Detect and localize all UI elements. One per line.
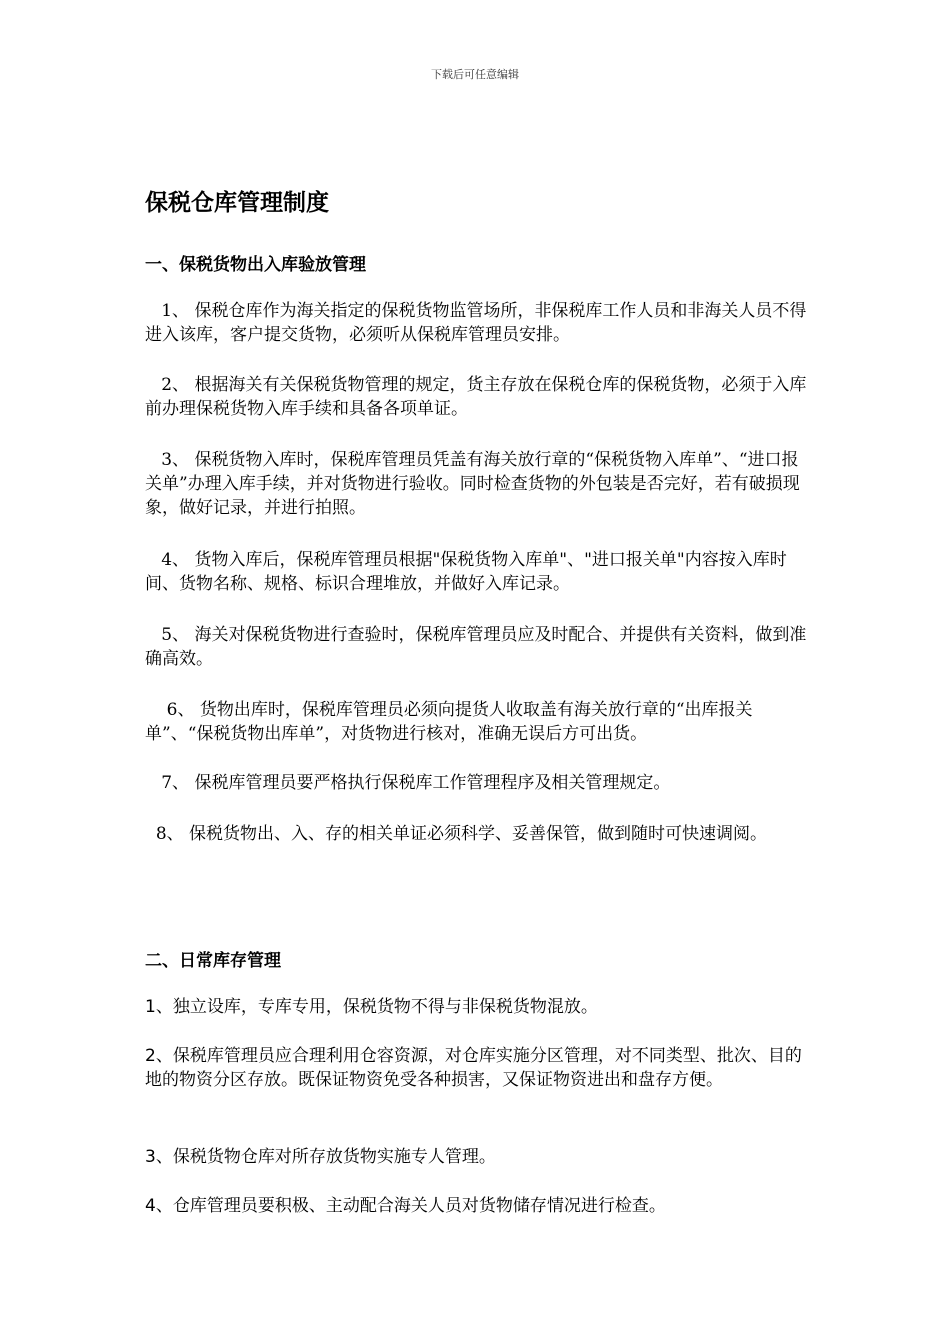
page-header-note: 下载后可任意编辑: [431, 68, 519, 81]
section2-item-1: 1、独立设库，专库专用，保税货物不得与非保税货物混放。: [145, 997, 598, 1017]
section1-item-4: 4、 货物入库后，保税库管理员根据"保税货物入库单"、"进口报关单"内容按入库时间、货物名称、规格、标识合理堆放，并做好入库记录。: [145, 550, 787, 594]
section1-item-8: 8、 保税货物出、入、存的相关单证必须科学、妥善保管，做到随时可快速调阅。: [145, 824, 768, 844]
section1-item-5: 5、 海关对保税货物进行查验时，保税库管理员应及时配合、并提供有关资料，做到准确高效。: [145, 625, 807, 669]
section2-item-2: 2、保税库管理员应合理利用仓容资源，对仓库实施分区管理，对不同类型、批次、目的地的物资分区存放。既保证物资免受各种损害，又保证物资进出和盘存方便。: [145, 1046, 802, 1090]
section1-item-6: 6、 货物出库时，保税库管理员必须向提货人收取盖有海关放行章的“出库报关单”、“保税货物出库单”，对货物进行核对，准确无误后方可出货。: [145, 700, 753, 744]
section2-item-4: 4、仓库管理员要积极、主动配合海关人员对货物储存情况进行检查。: [145, 1196, 666, 1216]
section-heading-2: 二、日常库存管理: [145, 951, 281, 971]
section1-item-7: 7、 保税库管理员要严格执行保税库工作管理程序及相关管理规定。: [145, 773, 671, 793]
section1-item-1: 1、 保税仓库作为海关指定的保税货物监管场所，非保税库工作人员和非海关人员不得进入该库，客户提交货物，必须听从保税库管理员安排。: [145, 301, 807, 345]
section2-item-3: 3、保税货物仓库对所存放货物实施专人管理。: [145, 1147, 496, 1167]
document-title: 保税仓库管理制度: [145, 190, 329, 216]
section-heading-1: 一、保税货物出入库验放管理: [145, 255, 366, 275]
section1-item-3: 3、 保税货物入库时，保税库管理员凭盖有海关放行章的“保税货物入库单”、“进口报关单”办理入库手续，并对货物进行验收。同时检查货物的外包装是否完好，若有破损现象，做好记录，并进行拍照。: [145, 450, 800, 518]
section1-item-2: 2、 根据海关有关保税货物管理的规定，货主存放在保税仓库的保税货物，必须于入库前办理保税货物入库手续和具备各项单证。: [145, 375, 807, 419]
